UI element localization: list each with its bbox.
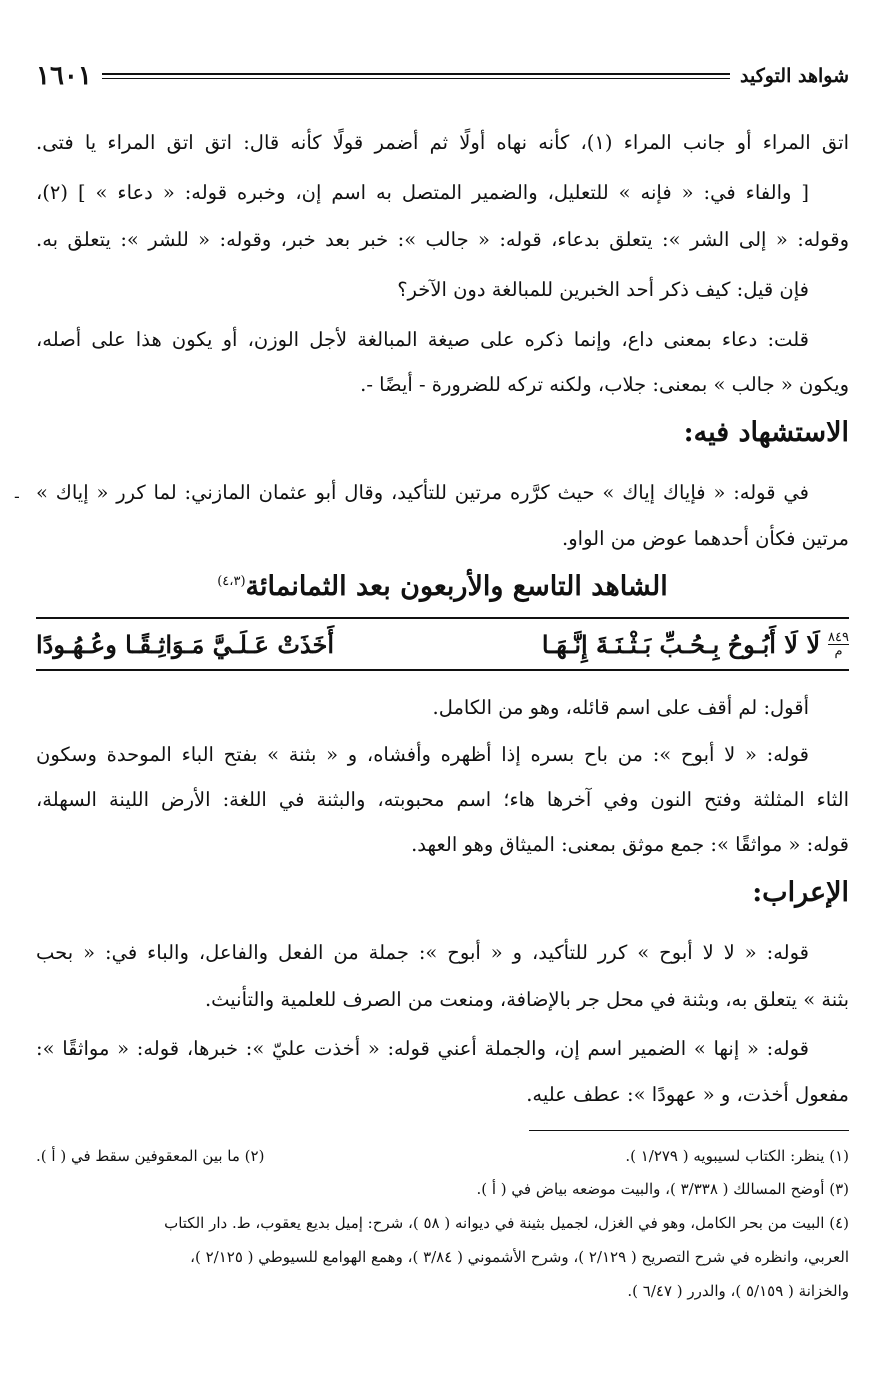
verse-number-bottom: م: [834, 643, 843, 659]
verse-box: [36, 617, 849, 671]
body-line: أقول: لم أقف على اسم قائله، وهو من الكامل.: [432, 696, 809, 719]
body-line: [ والفاء في: « فإنه » للتعليل، والضمير المتصل به اسم إن، وخبره قوله: « دعاء » ] (٢)،: [36, 181, 809, 204]
verse-right: [542, 630, 849, 659]
section-heading-irab: الإعراب:: [752, 877, 849, 908]
footnote-1: (١) ينظر: الكتاب لسيبويه ( ١/٢٧٩ ).: [625, 1147, 849, 1165]
verse-first-hemistich: لَا لَا أَبُـوحُ بِـحُـبِّ بَـثْـنَـةَ إِنَّـهَـا: [541, 629, 821, 659]
footnote-rule: [529, 1130, 849, 1131]
footnote-4-line: والخزانة ( ٥/١٥٩ )، والدرر ( ٦/٤٧ ).: [627, 1282, 849, 1300]
shahid-title-text: الشاهد التاسع والأربعون بعد الثمانمائة: [245, 571, 668, 602]
margin-mark: -: [14, 487, 20, 506]
footnote-row: [36, 1143, 849, 1170]
body-line: بثنة » يتعلق به، وبثنة في محل جر بالإضافة، ومنعت من الصرف للعلمية والتأنيث.: [204, 988, 849, 1011]
body-line: فإن قيل: كيف ذكر أحد الخبرين للمبالغة دون الآخر؟: [397, 278, 809, 301]
page-number: ١٦٠١: [36, 61, 92, 91]
verse-second-hemistich: أَخَذَتْ عَـلَـيَّ مَـوَاثِـقًـا وعُـهُـودًا: [36, 629, 335, 659]
shahid-title: [36, 562, 849, 607]
footnote-ref: (٤،٣): [217, 574, 246, 589]
body-line: مفعول أخذت، و « عهودًا »: عطف عليه.: [526, 1083, 849, 1106]
footnote-4-line: (٤) البيت من بحر الكامل، وهو في الغزل، لجميل بثينة في ديوانه ( ٥٨ )، شرح: إميل بديع يعقوب، ط. دار الكتاب: [164, 1214, 849, 1232]
body-line: مرتين فكأن أحدهما عوض من الواو.: [562, 527, 849, 550]
body-line: ويكون « جالب » بمعنى: جلاب، ولكنه تركه للضرورة - أيضًا -.: [360, 373, 849, 396]
body-line: قوله: « لا أبوح »: من باح بسره إذا أظهره وأفشاه، و « بثنة » بفتح الباء الموحدة وسكون: [36, 743, 809, 766]
verse-number: [828, 631, 849, 658]
section-heading-istishhad: الاستشهاد فيه:: [683, 417, 849, 448]
body-line: الثاء المثلثة وفتح النون وفي آخرها هاء؛ اسم محبوبته، والبثنة في اللغة: الأرض اللينة السهلة،: [36, 788, 849, 811]
body-line: قوله: « لا لا أبوح » كرر للتأكيد، و « أبوح »: جملة من الفعل والفاعل، والباء في: « بحب: [36, 941, 809, 964]
running-header: [36, 60, 849, 92]
body-line: قوله: « إنها » الضمير اسم إن، والجملة أعني قوله: « أخذت عليّ »: خبرها، قوله: « مواثقًا »:: [36, 1037, 809, 1060]
header-rule: [102, 73, 730, 79]
running-title: شواهد التوكيد: [740, 65, 849, 87]
body-line: قلت: دعاء بمعنى داع، وإنما ذكره على صيغة المبالغة لأجل الوزن، أو يكون هذا على أصله،: [36, 328, 809, 351]
footnote-3: (٣) أوضح المسالك ( ٣/٣٣٨ )، والبيت موضعه بياض في ( أ ).: [476, 1180, 849, 1198]
verse-number-top: ٨٤٩: [828, 629, 849, 645]
body-line: اتق المراء أو جانب المراء (١)، كأنه نهاه أولًا ثم أضمر قولًا كأنه قال: اتق اتق المراء يا فتى.: [36, 131, 849, 154]
body-line: وقوله: « إلى الشر »: يتعلق بدعاء، قوله: « جالب »: خبر بعد خبر، وقوله: « للشر »: يتعلق به.: [36, 228, 849, 251]
body-line: قوله: « مواثقًا »: جمع موثق بمعنى: الميثاق وهو العهد.: [411, 833, 849, 856]
footnote-4-line: العربي، وانظره في شرح التصريح ( ٢/١٢٩ )، وشرح الأشموني ( ٣/٨٤ )، وهمع الهوامع للسيوطي ( ٢/١٢٥ )،: [190, 1248, 849, 1266]
body-line: في قوله: « فإياك إياك » حيث كرَّره مرتين للتأكيد، وقال أبو عثمان المازني: لما كرر « إياك »: [36, 481, 809, 504]
footnote-2: (٢) ما بين المعقوفين سقط في ( أ ).: [36, 1147, 265, 1165]
